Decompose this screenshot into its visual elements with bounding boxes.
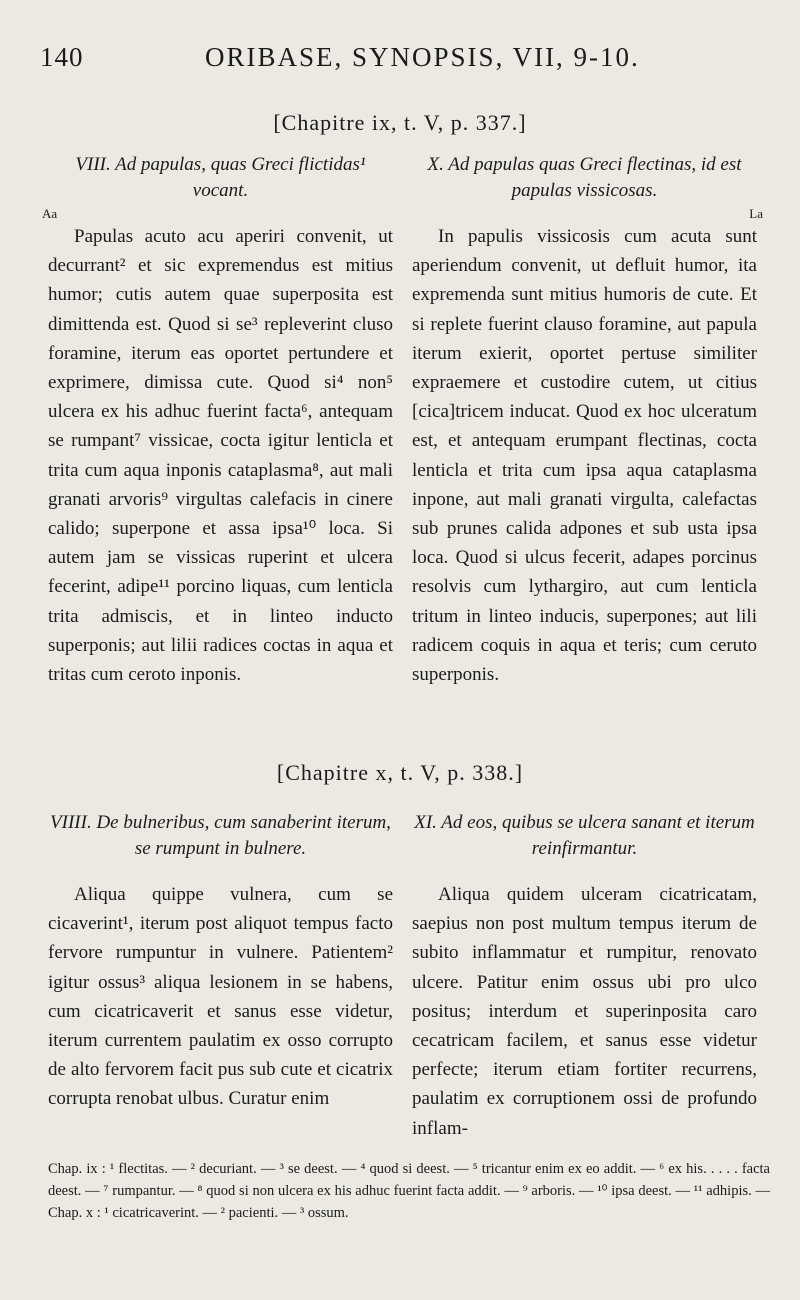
footnotes: Chap. ix : ¹ flectitas. — ² decuriant. — ³ se deest. — ⁴ quod si deest. — ⁵ tricantur enim ex eo addit. — ⁶ ex his. . . . . facta deest. — ⁷ rumpantur. — ⁸ quod si non ulcera ex his adhuc fuerint facta addit. — ⁹ arboris. — ¹⁰ ipsa deest. — ¹¹ adhipis. — Chap. x : ¹ cicatricaverint. — ² pacienti. — ³ ossum.: [48, 1161, 770, 1221]
section-heading-xi: XI. Ad eos, quibus se ulcera sanant et iterum reinfirmantur.: [414, 812, 755, 859]
running-title: ORIBASE, SYNOPSIS, VII, 9-10.: [205, 42, 640, 72]
section-text-viii: [48, 222, 393, 689]
paragraph: In papulis vissicosis cum acuta sunt aperiendum convenit, ut defluit humor, ita expremenda sunt mitius humoris de cute. Et si replete fuerint clauso foramine, aut papula iterum exierit, oportet pertuse similiter expraemere et custodire cutem, ut citius [cica]tricem inducat. Quod ex hoc ulceratum est, et antequam erumpant flectinas, cocta lenticla et trita cum ipsa aqua cataplasma inpone, aut mali granati virgulta, calefactas sub prunes calida adpones et sub usta ipsa loca. Quod si ulcus fecerit, adapes porcinus resolvis cum lythargiro, aut cum lenticla tritum in linteo inducis, superpones; aut lili radicem coquis in aqua et teris; cum ceruto superponis.: [412, 226, 757, 686]
chapter-reference-ix: [Chapitre ix, t. V, p. 337.]: [273, 110, 527, 135]
column-left-viiii: [48, 810, 393, 1114]
running-header: [40, 42, 760, 82]
paragraph: Papulas acuto acu aperiri convenit, ut decurrant² et sic expremendus est mitius humor; cutis autem quae superposita est dimittenda est. Quod si se³ repleverint cluso foramine, iterum eas oportet pertundere et exprimere, dimissa cute. Quod si⁴ non⁵ ulcera ex his adhuc fuerint facta⁶, antequam se rumpant⁷ vissicae, cocta igitur lenticla et trita cum aqua inponis cataplasma⁸, aut mali granati arvoris⁹ virgultas calefacis in cinere calido; superpone et assa ipsa¹⁰ loca. Si autem jam se vissicas ruperint et ulcera fecerint, adipe¹¹ porcino liquas, cum lenticla trita admiscis, et in linteo inducto superponis; aut lilii radices coctas in aqua et tritas cum ceroto inponis.: [48, 226, 393, 686]
margin-mark-aa: Aa: [42, 206, 58, 221]
paragraph: Aliqua quidem ulceram cicatricatam, saepius non post multum tempus iterum de subito inflammatur et rumpitur, renovato ulcere. Patitur enim ossus ubi pro ulco positus; interdum et superinposita caro cecatricam facilem, et sanus esse videtur perfecte; iterum etiam fortiter recurrens, paulatim ex corruptionem ossi de profundo inflam-: [412, 884, 757, 1139]
margin-mark-la: La: [749, 206, 763, 221]
section-heading-x: X. Ad papulas quas Greci flectinas, id est papulas vissicosas.: [427, 154, 742, 201]
paragraph: Aliqua quippe vulnera, cum se cicaverint¹, iterum post aliquot tempus facto fervore rumpuntur in vulnere. Patientem² igitur ossus³ aliqua lesionem in se habens, cum cicatricaverit et sanus esse videtur, iterum currentem paulatim ex osso corrupto de alto fervorem facit pus sub cute et cicatrix corrupta renobat ulbus. Curatur enim: [48, 884, 393, 1110]
column-right-xi: [412, 810, 757, 1143]
column-right-x: [412, 152, 763, 689]
column-left-viii: [42, 152, 393, 689]
section-text-xi: [412, 880, 757, 1143]
section-text-x: [412, 222, 757, 689]
page-number: 140: [40, 42, 84, 72]
chapter-reference-x: [Chapitre x, t. V, p. 338.]: [276, 760, 524, 785]
section-heading-viii: VIII. Ad papulas, quas Greci flictidas¹ vocant.: [75, 154, 366, 201]
section-text-viiii: [48, 880, 393, 1114]
section-heading-viiii: VIIII. De bulneribus, cum sanaberint iterum, se rumpunt in bulnere.: [50, 812, 391, 859]
